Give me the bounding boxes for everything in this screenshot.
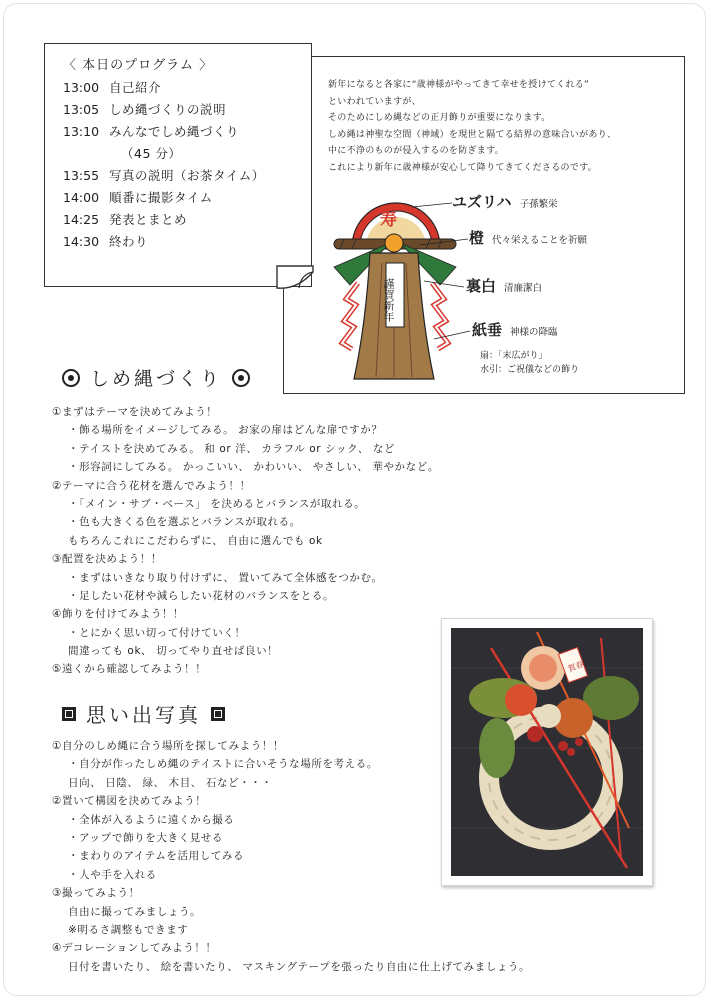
photo-tag-text: 賀春	[566, 659, 585, 674]
note-ougi: 扇：「末広がり」	[480, 351, 548, 361]
explanation-line: これにより新年に歳神様が安心して降りてきてくださるのです。	[328, 162, 597, 173]
step-detail: ・まずはいきなり取り付けずに、 置いてみて全体感をつかむ。	[68, 571, 383, 584]
step-heading: ③撮ってみよう！	[52, 887, 140, 900]
program-item-text: 自己紹介	[109, 80, 162, 95]
tag-text: 謹賀新年	[382, 278, 395, 322]
program-item-text: 順番に撮影タイム	[109, 190, 213, 205]
square-bullet-icon	[62, 707, 76, 721]
explanation-line: そのためにしめ縄などの正月飾りが重要になります。	[328, 113, 551, 124]
step-detail: 日付を書いたり、 絵を書いたり、 マスキングテープを張ったり自由に仕上げてみましょう。	[68, 960, 531, 973]
step-heading: ⑤遠くから確認してみよう！！	[52, 663, 207, 676]
step-detail: ・飾る場所をイメージしてみる。 お家の扉はどんな扉ですか？	[68, 424, 383, 437]
square-bullet-icon	[211, 707, 225, 721]
program-card	[44, 43, 312, 287]
program-item-text: 発表とまとめ	[109, 212, 188, 227]
shimenawa-steps	[40, 403, 439, 679]
program-item	[63, 231, 311, 253]
program-item-time: 13:00	[63, 80, 100, 95]
program-item-time: 13:55	[63, 168, 100, 183]
wreath-photo-image	[451, 628, 643, 876]
program-item-time: 14:30	[63, 234, 100, 249]
program-item	[63, 77, 311, 99]
explanation-line: 中に不浄のものが侵入するのを防ぎます。	[328, 146, 504, 157]
explanation-line: しめ縄は神聖な空間（神域）を現世と隔てる結界の意味合いがあり、	[328, 129, 617, 140]
step-detail: ・自分が作ったしめ縄のテイストに合いそうな場所を考える。	[68, 758, 378, 771]
step-heading: ④デコレーションしてみよう！！	[52, 942, 217, 955]
step-detail: ・全体が入るように遠くから撮る	[68, 813, 235, 826]
step-heading: ①まずはテーマを決めてみよう！	[52, 406, 218, 418]
program-item-text: しめ縄づくりの説明	[109, 102, 227, 117]
step-detail: ・まわりのアイテムを活用してみる	[68, 850, 245, 863]
step-detail: もちろんこれにこだわらずに、 自由に選んでも ok	[68, 534, 323, 547]
page-curl-icon	[275, 262, 315, 292]
note-mizuhiki: 水引：ご祝儀などの飾り	[480, 365, 580, 375]
part-shide: 紙垂 神様の降臨	[472, 321, 558, 339]
explanation-line: といわれていますが、	[328, 96, 422, 107]
circle-bullet-icon	[62, 369, 80, 387]
program-list	[63, 77, 311, 253]
explanation-line: 新年になると各家に“歳神様がやってきて幸せを授けてくれる”	[328, 80, 590, 90]
step-detail: ・人や手を入れる	[68, 868, 157, 881]
program-item-time: 14:00	[63, 190, 100, 205]
step-heading: ③配置を決めよう！！	[52, 553, 162, 566]
program-item	[63, 187, 311, 209]
step-detail: ・形容詞にしてみる。 かっこいい、 かわいい、 やさしい、 華やかなど。	[68, 461, 439, 474]
step-detail: ・「メイン・サブ・ベース」 を決めるとバランスが取れる。	[68, 497, 366, 510]
program-item-time: 14:25	[63, 212, 100, 227]
step-detail: 自由に撮ってみましょう。	[68, 905, 202, 918]
fan-kotobuki: 寿	[380, 210, 397, 230]
step-heading: ②テーマに合う花材を選んでみよう！！	[52, 479, 251, 492]
program-item	[63, 143, 311, 165]
program-item-time: 13:05	[63, 102, 100, 117]
part-daidai: 橙代々栄えることを祈願	[469, 229, 588, 247]
step-detail: ・アップで飾りを大きく見せる	[68, 831, 223, 844]
program-item-text: （45 分）	[121, 146, 182, 161]
explanation-box	[283, 56, 685, 394]
step-heading: ④飾りを付けてみよう！！	[52, 608, 185, 621]
step-detail: 日向、 日陰、 緑、 木目、 石など・・・	[68, 776, 273, 789]
step-detail: ※明るさ調整もできます	[68, 923, 189, 936]
program-item-text: みんなでしめ縄づくり	[109, 124, 240, 139]
program-item	[63, 165, 311, 187]
omoide-heading-text: 思い出写真	[86, 703, 201, 727]
program-item-text: 終わり	[109, 234, 149, 249]
shimenawa-heading	[52, 364, 260, 391]
label-leader-lines	[284, 57, 686, 395]
step-detail: ・とにかく思い切って付けていく！	[68, 626, 246, 639]
part-yuzuriha: ユズリハ 子孫繁栄	[452, 193, 558, 211]
part-urajiro: 裏白 清廉潔白	[466, 277, 543, 295]
program-item	[63, 209, 311, 231]
omoide-heading	[52, 699, 235, 728]
step-heading: ②置いて構図を決めてみよう！	[52, 795, 207, 808]
program-item	[63, 121, 311, 143]
step-detail: 間違っても ok、 切ってやり直せば良い！	[68, 645, 279, 658]
shimenawa-heading-text: しめ縄づくり	[90, 368, 223, 390]
step-detail: ・テイストを決めてみる。 和 or 洋、 カラフル or シック、 など	[68, 442, 396, 455]
step-detail: ・色も大きくる色を選ぶとバランスが取れる。	[68, 516, 301, 529]
step-heading: ①自分のしめ縄に合う場所を探してみよう！！	[52, 740, 285, 752]
program-title: 〈 本日のプログラム 〉	[63, 58, 214, 73]
step-detail: ・足したい花材や減らしたい花材のバランスをとる。	[68, 589, 335, 602]
program-item-text: 写真の説明（お茶タイム）	[109, 168, 265, 183]
wreath-photo	[441, 618, 653, 886]
program-item-time: 13:10	[63, 124, 100, 139]
program-item	[63, 99, 311, 121]
circle-bullet-icon	[232, 369, 250, 387]
